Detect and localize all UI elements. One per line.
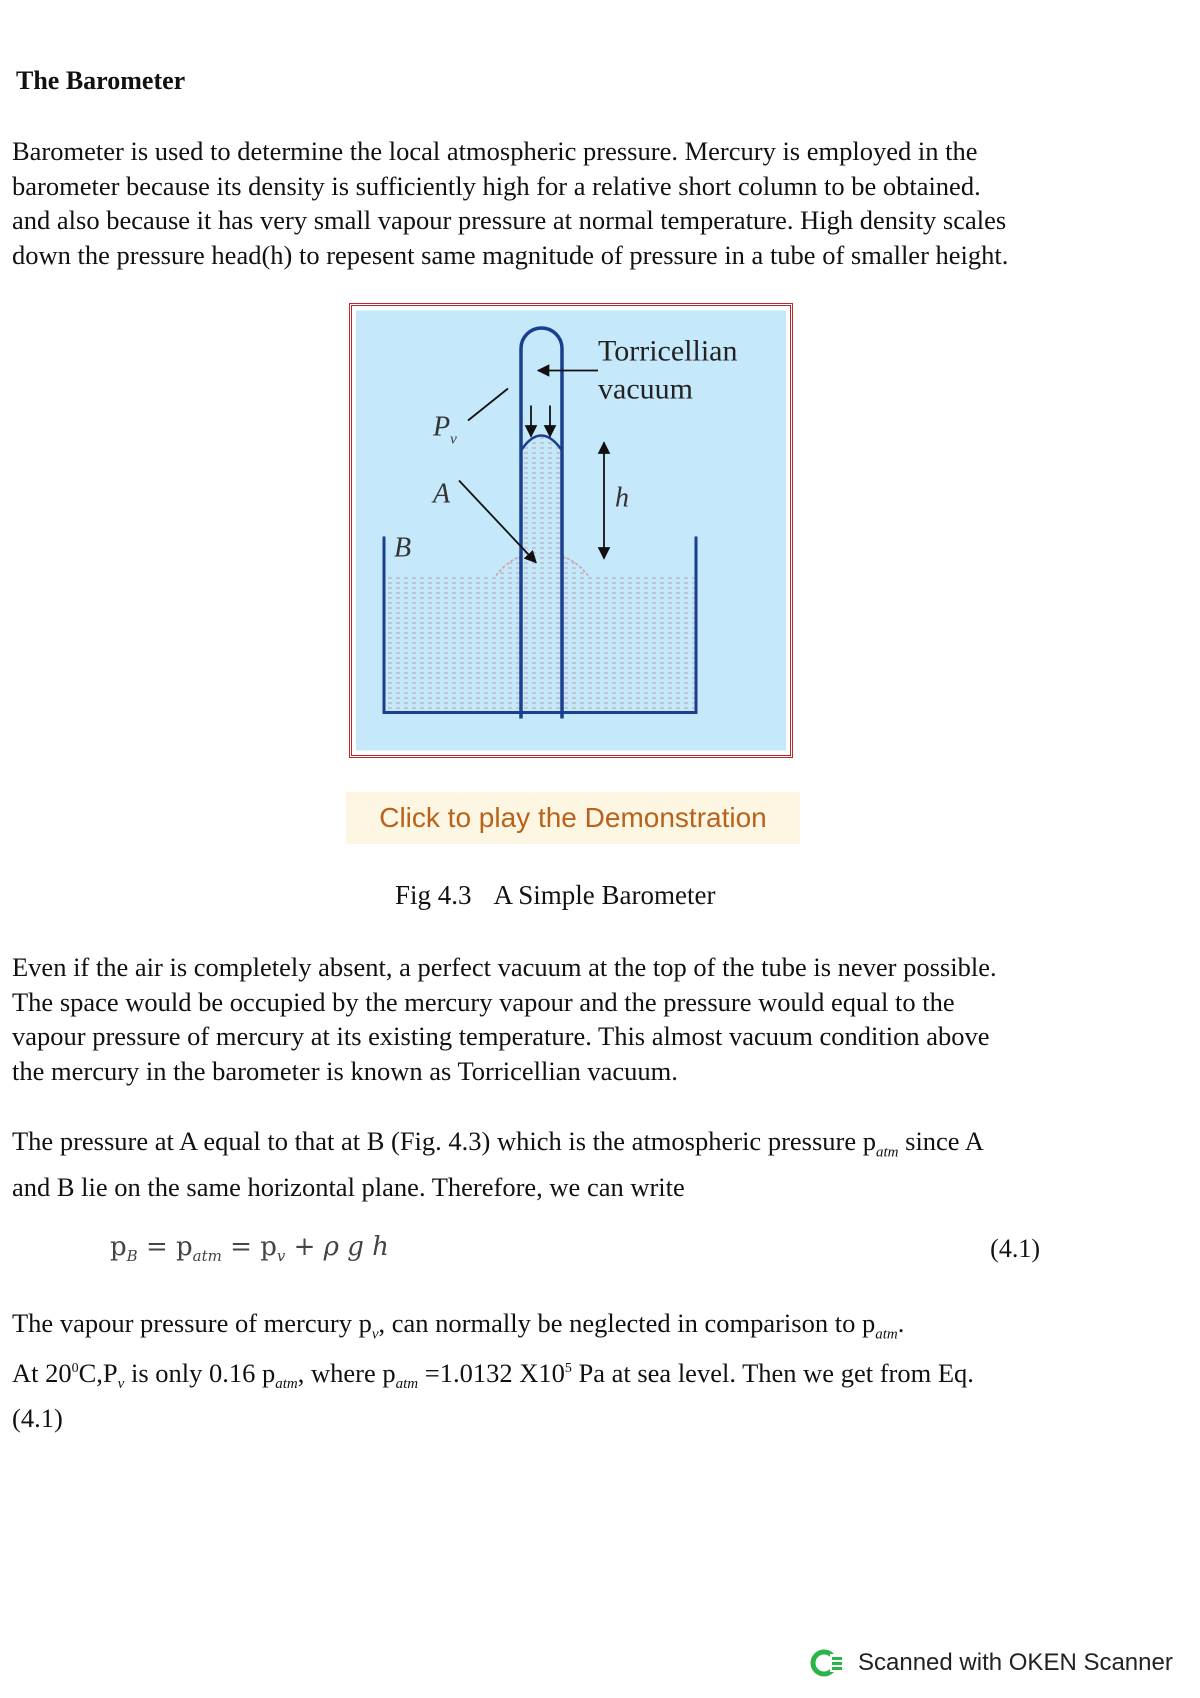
equation-number: (4.1) (990, 1234, 1040, 1263)
dish-mercury-right (562, 557, 696, 713)
figure-caption (395, 880, 716, 911)
text-line: barometer because its density is sufficiently high for a relative short column to be obtained. (12, 170, 981, 201)
figure-title: A Simple Barometer (493, 880, 716, 910)
text-line: vapour pressure of mercury at its existing temperature. This almost vacuum condition above (12, 1021, 990, 1051)
equation-4-1: $p_B = p_{atm} = p_v + \rho$ g h (110, 1232, 389, 1266)
text-line: The vapour pressure of mercury $p_v$, can normally be neglected in comparison to $p_{atm}$. (12, 1308, 905, 1343)
barometer-diagram (356, 310, 786, 751)
text-line: At $20^0C,P_v$ is only 0.16 $p_{atm}$, where $p_{atm} =1.0132$ $X10^5$ Pa at sea level. Then we get from Eq. (12, 1357, 974, 1392)
figure-number: Fig 4.3 (395, 880, 472, 910)
text-line: Even if the air is completely absent, a perfect vacuum at the top of the tube is never possible. (12, 952, 997, 982)
text-line: (4.1) (12, 1403, 63, 1434)
text-line: The space would be occupied by the mercury vapour and the pressure would equal to the (12, 986, 955, 1017)
tube-mercury-column (521, 436, 562, 713)
dish-mercury-left (384, 557, 521, 713)
label-h: h (615, 482, 629, 514)
label-torricellian: Torricellian (598, 334, 738, 368)
text-line: Barometer is used to determine the local atmospheric pressure. Mercury is employed in the (12, 136, 978, 166)
text-line: the mercury in the barometer is known as Torricellian vacuum. (12, 1055, 678, 1086)
label-vacuum: vacuum (598, 372, 693, 406)
watermark-text: Scanned with OKEN Scanner (858, 1649, 1173, 1676)
vapour-pressure-paragraph (12, 1306, 1172, 1436)
scanner-logo-icon (810, 1648, 844, 1678)
text-line: and B lie on the same horizontal plane. Therefore, we can write (12, 1171, 685, 1202)
label-pv: $P_v$ (433, 411, 457, 448)
barometer-figure (349, 303, 793, 758)
label-b: B (394, 532, 412, 564)
text-line: down the pressure head(h) to repesent same magnitude of pressure in a tube of smaller height. (12, 239, 1009, 270)
scanner-watermark (810, 1648, 1173, 1678)
text-line: and also because it has very small vapour pressure at normal temperature. High density scales (12, 205, 1007, 235)
pressure-paragraph (12, 1124, 1172, 1204)
intro-paragraph (12, 134, 1172, 272)
text-line: The pressure at A equal to that at B (Fig. 4.3) which is the atmospheric pressure $p_{atm}$ since A (12, 1126, 984, 1161)
vacuum-paragraph (12, 950, 1172, 1088)
play-demonstration-button[interactable]: Click to play the Demonstration (346, 792, 800, 844)
label-a: A (433, 478, 451, 510)
page-heading: The Barometer (16, 66, 186, 95)
